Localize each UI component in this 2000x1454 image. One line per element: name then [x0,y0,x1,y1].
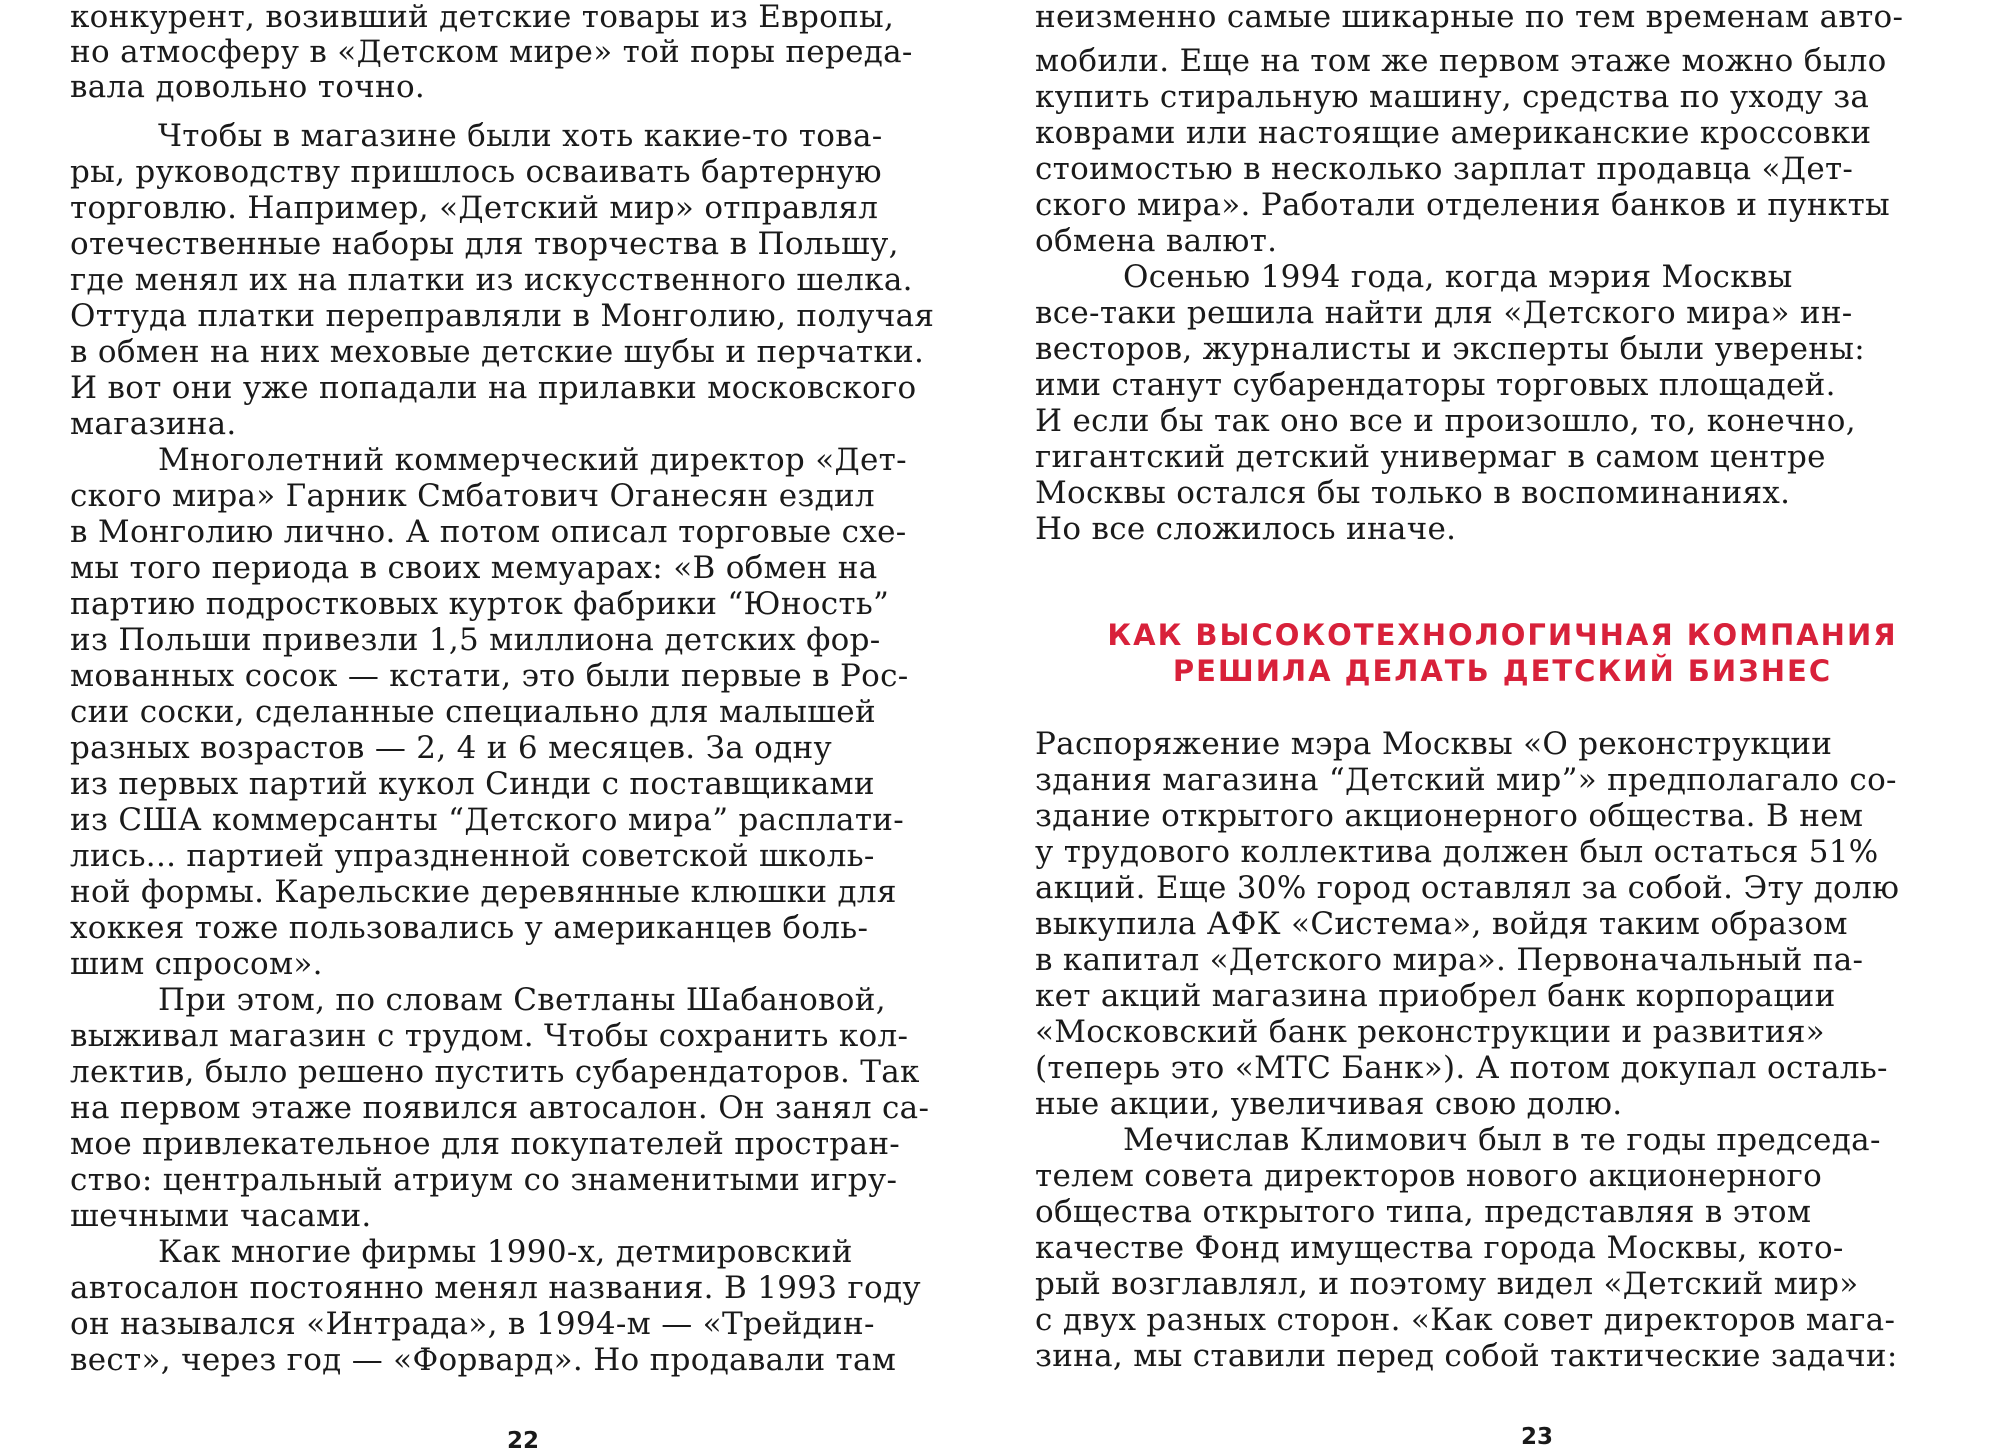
text-line: Как многие фирмы 1990-х, детмировский [158,1234,853,1270]
page-number: 22 [507,1428,540,1454]
text-line: отечественные наборы для творчества в Польшу, [70,226,899,262]
text-line: вала довольно точно. [70,69,426,105]
text-line: весторов, журналисты и эксперты были уверены: [1035,331,1865,367]
text-line: Распоряжение мэра Москвы «О реконструкции [1035,726,1833,762]
text-line: Многолетний коммерческий директор «Дет- [158,442,907,478]
text-line: кет акций магазина приобрел банк корпорации [1035,978,1836,1014]
text-line: в капитал «Детского мира». Первоначальный па- [1035,942,1864,978]
text-line: из Польши привезли 1,5 миллиона детских фор- [70,622,881,658]
text-line: Оттуда платки переправляли в Монголию, получая [70,298,935,334]
text-line: шим спросом». [70,946,323,982]
text-line: ского мира». Работали отделения банков и пункты [1035,187,1890,223]
text-line: вест», через год — «Форвард». Но продавали там [70,1342,897,1378]
text-line: выкупила АФК «Система», войдя таким образом [1035,906,1848,942]
text-line: разных возрастов — 2, 4 и 6 месяцев. За одну [70,730,833,766]
text-line: в обмен на них меховые детские шубы и перчатки. [70,334,925,370]
text-line: сии соски, сделанные специально для малышей [70,694,876,730]
text-line: стоимостью в несколько зарплат продавца «Дет- [1035,151,1854,187]
text-line: магазина. [70,406,237,442]
text-line: И если бы так оно все и произошло, то, конечно, [1035,403,1856,439]
text-line: неизменно самые шикарные по тем временам авто- [1035,0,1904,35]
text-line: ство: центральный атриум со знаменитыми игру- [70,1162,898,1198]
text-line: хоккея тоже пользовались у американцев боль- [70,910,869,946]
text-line: из первых партий кукол Синди с поставщиками [70,766,875,802]
text-line: ной формы. Карельские деревянные клюшки для [70,874,897,910]
text-line: из США коммерсанты “Детского мира” расплати- [70,802,905,838]
text-line: Осенью 1994 года, когда мэрия Москвы [1123,259,1793,295]
text-line: он назывался «Интрада», в 1994-м — «Трейдин- [70,1306,875,1342]
text-line: ими станут субарендаторы торговых площадей. [1035,367,1836,403]
text-line: выживал магазин с трудом. Чтобы сохранить кол- [70,1018,909,1054]
text-line: лектив, было решено пустить субарендаторов. Так [70,1054,920,1090]
right-page [1035,0,1970,1451]
text-line: Чтобы в магазине были хоть какие-то това- [158,118,883,154]
text-line: но атмосферу в «Детском мире» той поры переда- [70,34,913,70]
text-line: шечными часами. [70,1198,372,1234]
text-line: ные акции, увеличивая свою долю. [1035,1086,1623,1122]
left-page [70,0,990,1454]
text-line: где менял их на платки из искусственного шелка. [70,262,913,298]
text-line: качестве Фонд имущества города Москвы, кото- [1035,1230,1844,1266]
text-line: мы того периода в своих мемуарах: «В обмен на [70,550,878,586]
text-line: Москвы остался бы только в воспоминаниях. [1035,475,1791,511]
text-line: акций. Еще 30% город оставлял за собой. Эту долю [1035,870,1900,906]
text-line: телем совета директоров нового акционерного [1035,1158,1823,1194]
text-line: (теперь это «МТС Банк»). А потом докупал осталь- [1035,1050,1888,1086]
page-number: 23 [1521,1424,1554,1450]
text-line: у трудового коллектива должен был остаться 51% [1035,834,1879,870]
text-line: зина, мы ставили перед собой тактические задачи: [1035,1338,1898,1374]
text-line: мобили. Еще на том же первом этаже можно было [1035,43,1887,79]
text-line: мое привлекательное для покупателей простран- [70,1126,901,1162]
text-line: лись... партией упраздненной советской школь- [70,838,875,874]
text-line: автосалон постоянно менял названия. В 1993 году [70,1270,921,1306]
section-heading-line: РЕШИЛА ДЕЛАТЬ ДЕТСКИЙ БИЗНЕС [1172,654,1833,688]
text-line: здания магазина “Детский мир”» предполагало со- [1035,762,1897,798]
text-line: конкурент, возивший детские товары из Европы, [70,0,895,35]
text-line: купить стиральную машину, средства по уходу за [1035,79,1870,115]
text-line: здание открытого акционерного общества. В нем [1035,798,1864,834]
text-line: в Монголию лично. А потом описал торговые схе- [70,514,907,550]
text-line: И вот они уже попадали на прилавки московского [70,370,917,406]
text-line: Мечислав Климович был в те годы председа- [1123,1122,1881,1158]
text-line: «Московский банк реконструкции и развития» [1035,1014,1825,1050]
text-line: все-таки решила найти для «Детского мира» ин- [1035,295,1853,331]
text-line: ры, руководству пришлось осваивать бартерную [70,154,882,190]
text-line: коврами или настоящие американские кроссовки [1035,115,1872,151]
text-line: При этом, по словам Светланы Шабановой, [158,982,886,1018]
text-line: с двух разных сторон. «Как совет директоров мага- [1035,1302,1896,1338]
text-line: торговлю. Например, «Детский мир» отправлял [70,190,879,226]
text-line: гигантский детский универмаг в самом центре [1035,439,1826,475]
text-line: мованных сосок — кстати, это были первые в Рос- [70,658,909,694]
text-line: обмена валют. [1035,223,1278,259]
text-line: рый возглавлял, и поэтому видел «Детский мир» [1035,1266,1859,1302]
section-heading-line: КАК ВЫСОКОТЕХНОЛОГИЧНАЯ КОМПАНИЯ [1107,618,1898,652]
text-line: общества открытого типа, представляя в этом [1035,1194,1812,1230]
text-line: партию подростковых курток фабрики “Юность” [70,586,890,622]
text-line: на первом этаже появился автосалон. Он занял са- [70,1090,930,1126]
text-line: Но все сложилось иначе. [1035,511,1457,547]
text-line: ского мира» Гарник Смбатович Оганесян ездил [70,478,875,514]
